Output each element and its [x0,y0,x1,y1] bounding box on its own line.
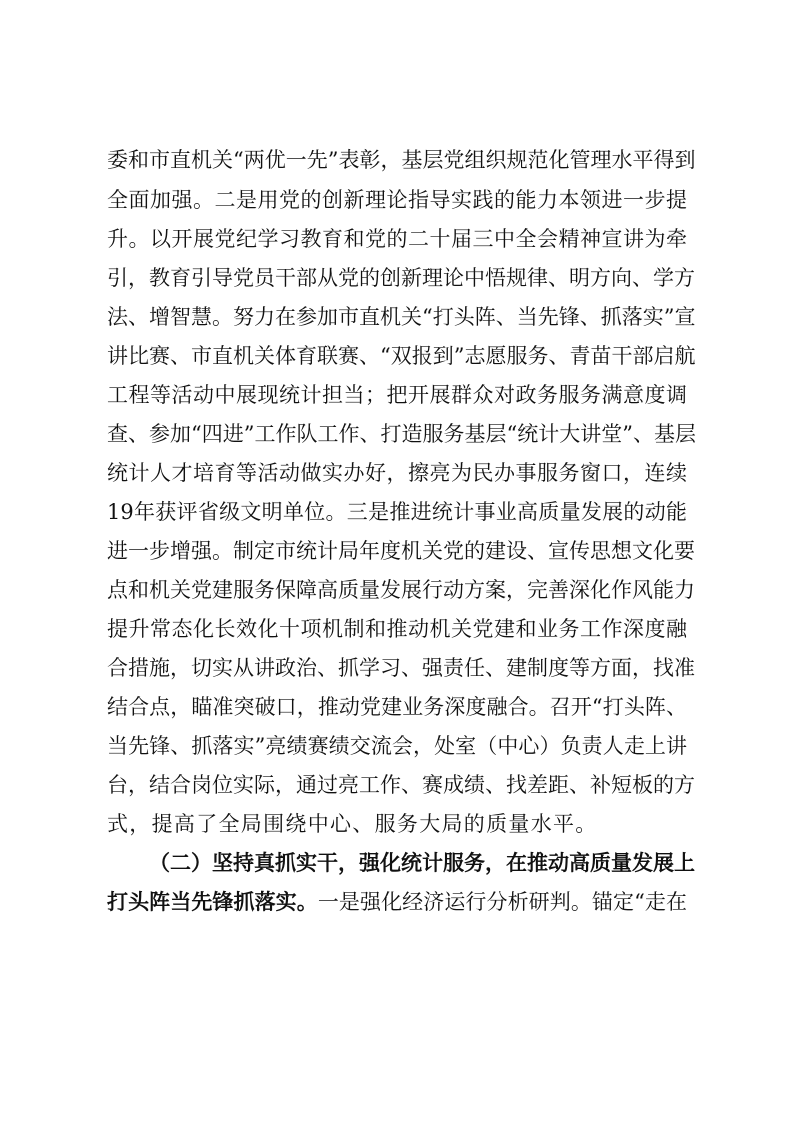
section-heading: （二）坚持真抓实干，强化统计服务，在推动高质量发展上 [149,850,695,875]
body-text-line: 式，提高了全局围绕中心、服务大局的质量水平。 [107,812,598,836]
section-heading-continuation [107,887,687,917]
body-text-line: 讲比赛、市直机关体育联赛、“双报到”志愿服务、青苗干部启航 [107,344,696,368]
body-text-line: 19年获评省级文明单位。三是推进统计事业高质量发展的动能 [107,500,687,524]
body-text-line: 提升常态化长效化十项机制和推动机关党建和业务工作深度融 [107,617,687,641]
body-text-line: 合措施，切实从讲政治、抓学习、强责任、建制度等方面，找准 [107,656,695,680]
body-text-line: 委和市直机关“两优一先”表彰，基层党组织规范化管理水平得到 [107,148,696,172]
body-text-line: 工程等活动中展现统计担当；把开展群众对政务服务满意度调 [107,383,687,407]
body-text-line: 查、参加“四进”工作队工作、打造服务基层“统计大讲堂”、基层 [107,422,696,446]
body-text-line: 点和机关党建服务保障高质量发展行动方案，完善深化作风能力 [107,578,695,602]
body-text-line: 引，教育引导党员干部从党的创新理论中悟规律、明方向、学方 [107,266,695,290]
body-text-line: 结合点，瞄准突破口，推动党建业务深度融合。召开“打头阵、 [107,695,687,719]
section-heading-bold-tail: 打头阵当先锋抓落实。 [107,889,318,914]
body-text-line: 台，结合岗位实际，通过亮工作、赛成绩、找差距、补短板的方 [107,773,695,797]
body-text-line: 升。以开展党纪学习教育和党的二十届三中全会精神宣讲为牵 [107,227,687,251]
body-text-line: 进一步增强。制定市统计局年度机关党的建设、宣传思想文化要 [107,539,695,563]
body-text-line: 统计人才培育等活动做实办好，擦亮为民办事服务窗口，连续 [107,461,687,485]
body-text-line: 当先锋、抓落实”亮绩赛绩交流会，处室（中心）负责人走上讲 [107,734,687,758]
section-body-start: 一是强化经济运行分析研判。锚定“走在 [317,890,688,914]
body-text-line: 全面加强。二是用党的创新理论指导实践的能力本领进一步提 [107,188,687,212]
body-text-line: 法、增智慧。努力在参加市直机关“打头阵、当先锋、抓落实”宣 [107,305,696,329]
